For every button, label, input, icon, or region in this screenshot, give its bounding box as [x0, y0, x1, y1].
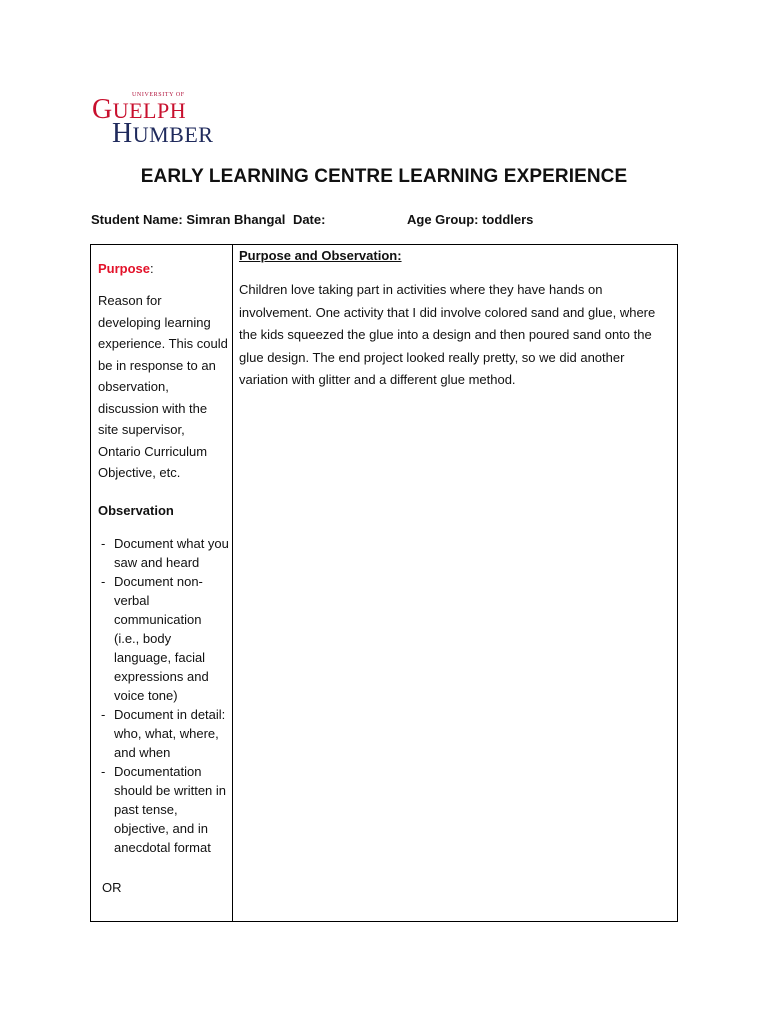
logo-guelph-rest: UELPH	[112, 98, 187, 123]
list-item-text: Document in detail: who, what, where, and when	[114, 707, 226, 760]
logo-university-of: UNIVERSITY OF	[132, 92, 185, 98]
observation-heading: Observation	[98, 503, 174, 518]
list-item-text: Documentation should be written in past tense, objective, and in anecdotal format	[114, 764, 227, 855]
purpose-observation-heading: Purpose and Observation:	[239, 248, 402, 263]
date-label: Date:	[292, 212, 326, 227]
list-item	[98, 705, 230, 762]
student-info-line	[91, 212, 534, 227]
experience-table	[90, 244, 678, 922]
bullet-dash: -	[101, 574, 106, 589]
purpose-label-text: Purpose	[98, 261, 151, 276]
logo-guelph-initial: G	[92, 94, 113, 125]
logo-humber-rest: UMBER	[132, 122, 214, 147]
student-name: Student Name: Simran Bhangal	[91, 212, 286, 227]
purpose-label	[98, 258, 154, 280]
bullet-dash: -	[101, 536, 106, 551]
page-title: EARLY LEARNING CENTRE LEARNING EXPERIENCE	[140, 166, 628, 187]
observation-guidance-list	[98, 534, 230, 857]
list-item	[98, 572, 230, 705]
purpose-observation-text: Children love taking part in activities where they have hands on involvement. One activity that I did involve colored sand and glue, where the kids squeezed the glue into a design and then poured sand onto the glue design. The end project looked really pretty, so we did another variation with glitter and a different glue method.	[239, 282, 656, 387]
list-item	[98, 534, 230, 572]
logo-humber	[112, 120, 213, 149]
university-logo	[92, 92, 232, 150]
bullet-dash: -	[101, 707, 106, 722]
or-text: OR	[102, 880, 122, 895]
purpose-guidance-text: Reason for developing learning experience. This could be in response to an observation, discussion with the site supervisor, Ontario Curriculum Objective, etc.	[98, 293, 228, 480]
column-divider	[232, 245, 233, 921]
age-group: Age Group: toddlers	[407, 212, 534, 227]
purpose-label-colon: :	[150, 261, 154, 276]
bullet-dash: -	[101, 764, 106, 779]
list-item-text: Document non-verbal communication (i.e., body language, facial expressions and voice tone)	[114, 574, 209, 703]
logo-humber-initial: H	[112, 118, 133, 149]
list-item-text: Document what you saw and heard	[114, 536, 229, 570]
list-item	[98, 762, 230, 857]
